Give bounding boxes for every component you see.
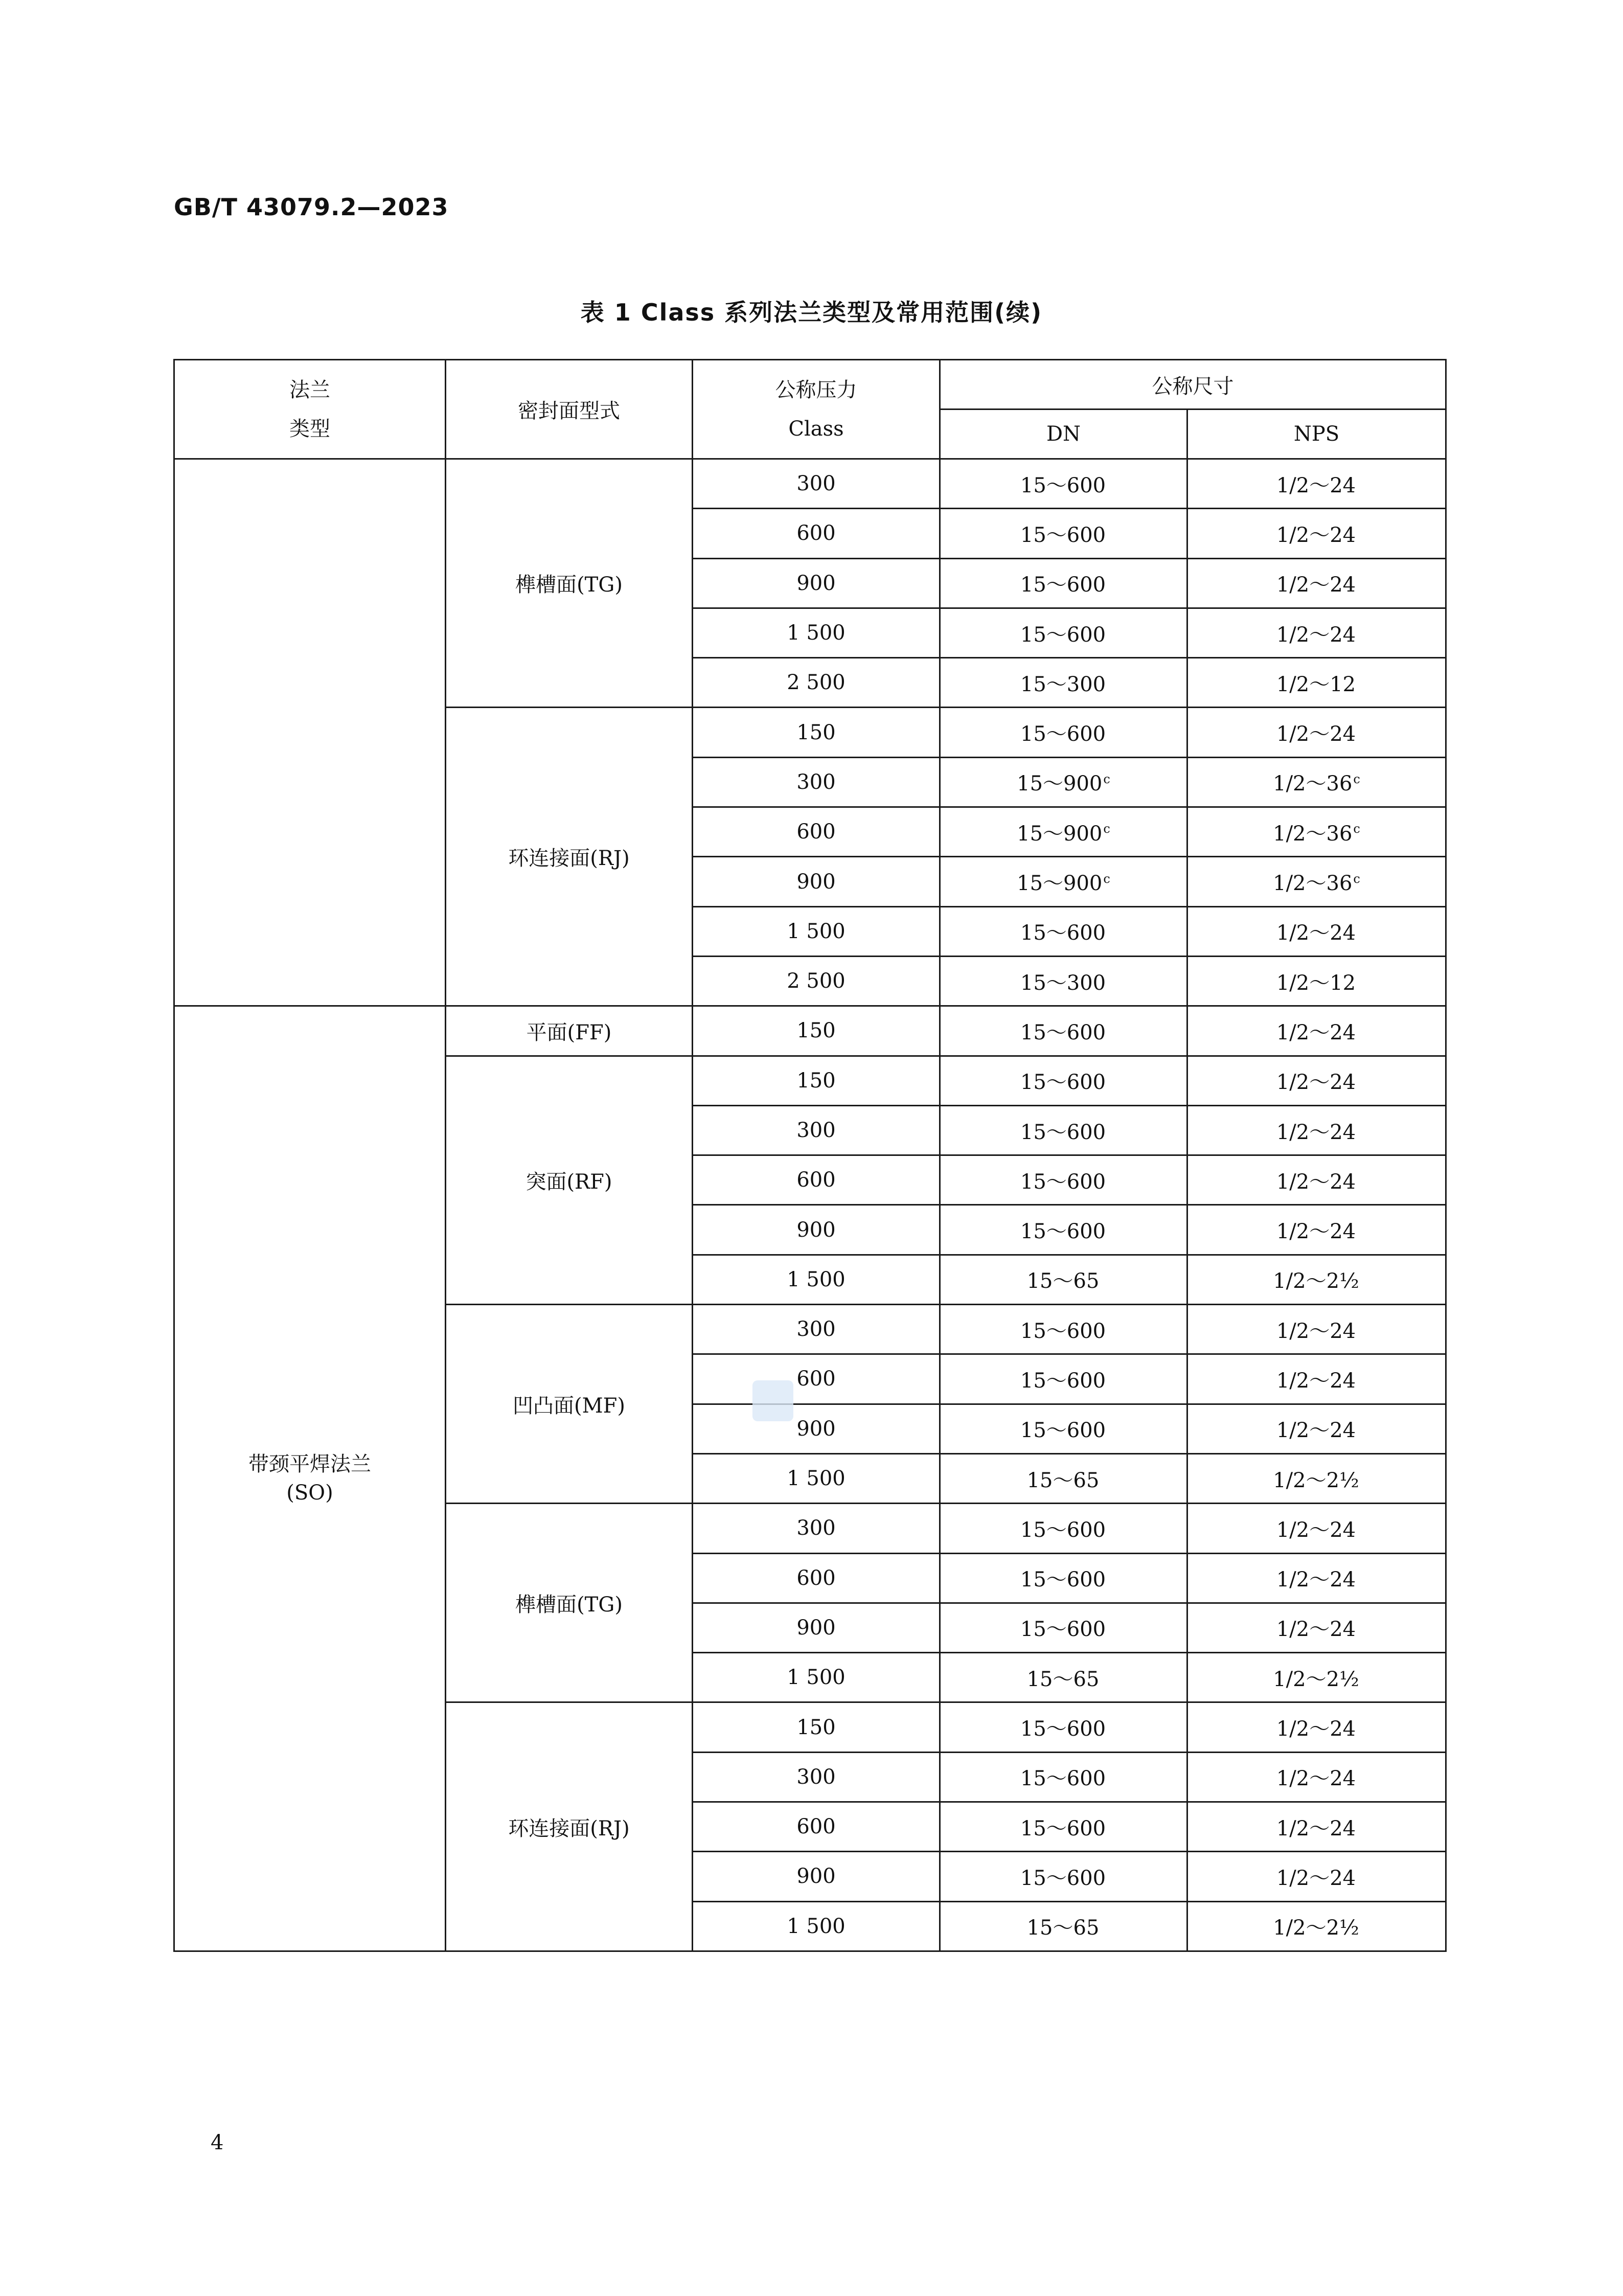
pressure-class-cell bbox=[693, 1603, 940, 1652]
nps-cell bbox=[1187, 459, 1446, 509]
pressure-class-cell-value: 150 bbox=[796, 1715, 836, 1739]
pressure-class-cell-value: 300 bbox=[796, 1317, 836, 1342]
dn-cell-value: 15～65 bbox=[1026, 1916, 1100, 1940]
dn-cell-value: 15～600 bbox=[1020, 1369, 1106, 1393]
pressure-class-cell-value: 900 bbox=[796, 571, 836, 595]
nps-cell bbox=[1187, 1802, 1446, 1852]
dn-cell-value: 15～600 bbox=[1020, 722, 1106, 746]
header-nps: NPS bbox=[1187, 410, 1446, 459]
nps-cell-value: 1/2～2½ bbox=[1273, 1269, 1359, 1293]
header-flange-type: 法兰 类型 bbox=[174, 360, 446, 459]
dn-cell bbox=[940, 509, 1187, 558]
pressure-class-cell-value: 1 500 bbox=[787, 1914, 845, 1938]
flange-type-cell bbox=[174, 1006, 446, 1951]
dn-cell bbox=[940, 807, 1187, 857]
nps-cell bbox=[1187, 1354, 1446, 1404]
footnote-marker: c bbox=[1103, 871, 1110, 886]
nps-cell-value: 1/2～24 bbox=[1276, 1170, 1356, 1194]
seal-face-cell bbox=[446, 708, 693, 1006]
header-nominal-size: 公称尺寸 bbox=[940, 360, 1446, 410]
pressure-class-cell-value: 600 bbox=[796, 1168, 836, 1192]
pressure-class-cell bbox=[693, 1255, 940, 1304]
pressure-class-cell-value: 1 500 bbox=[787, 621, 845, 645]
footnote-marker: c bbox=[1103, 822, 1110, 836]
nps-cell bbox=[1187, 608, 1446, 657]
pressure-class-cell-value: 900 bbox=[796, 1417, 836, 1441]
flange-type-label: 带颈平焊法兰 bbox=[248, 1452, 371, 1476]
footnote-marker: c bbox=[1353, 822, 1360, 836]
dn-cell-value: 15～900 bbox=[1017, 772, 1103, 796]
dn-cell-value: 15～900 bbox=[1017, 872, 1103, 896]
nps-cell bbox=[1187, 708, 1446, 757]
nps-cell-value: 1/2～24 bbox=[1276, 1618, 1356, 1642]
pressure-class-cell-value: 600 bbox=[796, 1566, 836, 1590]
dn-cell-value: 15～600 bbox=[1020, 1816, 1106, 1840]
dn-cell bbox=[940, 1653, 1187, 1702]
nps-cell-value: 1/2～24 bbox=[1276, 573, 1356, 597]
nps-cell bbox=[1187, 1553, 1446, 1603]
dn-cell bbox=[940, 1006, 1187, 1056]
dn-cell-value: 15～600 bbox=[1020, 1319, 1106, 1343]
dn-cell-value: 15～600 bbox=[1020, 1419, 1106, 1443]
nps-cell-value: 1/2～24 bbox=[1276, 722, 1356, 746]
nps-cell-value: 1/2～36 bbox=[1273, 772, 1353, 796]
dn-cell bbox=[940, 1702, 1187, 1752]
dn-cell-value: 15～600 bbox=[1020, 1020, 1106, 1044]
pressure-class-cell bbox=[693, 1305, 940, 1354]
dn-cell bbox=[940, 1404, 1187, 1453]
table-row bbox=[174, 459, 1446, 509]
watermark-logo bbox=[752, 1380, 793, 1421]
pressure-class-cell-value: 150 bbox=[796, 1069, 836, 1093]
pressure-class-cell-value: 2 500 bbox=[787, 969, 845, 993]
dn-cell-value: 15～600 bbox=[1020, 523, 1106, 547]
dn-cell bbox=[940, 1802, 1187, 1852]
pressure-class-cell bbox=[693, 1802, 940, 1852]
nps-cell bbox=[1187, 1504, 1446, 1553]
nps-cell bbox=[1187, 558, 1446, 608]
nps-cell bbox=[1187, 857, 1446, 906]
dn-cell bbox=[940, 1553, 1187, 1603]
pressure-class-cell-value: 900 bbox=[796, 1865, 836, 1889]
nps-cell bbox=[1187, 1702, 1446, 1752]
dn-cell bbox=[940, 1255, 1187, 1304]
header-seal-face: 密封面型式 bbox=[446, 360, 693, 459]
pressure-class-cell bbox=[693, 608, 940, 657]
pressure-class-cell-value: 1 500 bbox=[787, 1666, 845, 1690]
pressure-class-cell bbox=[693, 906, 940, 956]
nps-cell-value: 1/2～24 bbox=[1276, 1319, 1356, 1343]
dn-cell bbox=[940, 956, 1187, 1006]
pressure-class-cell bbox=[693, 956, 940, 1006]
dn-cell bbox=[940, 1305, 1187, 1354]
pressure-class-cell-value: 1 500 bbox=[787, 1467, 845, 1491]
pressure-class-cell-value: 300 bbox=[796, 1765, 836, 1789]
dn-cell-value: 15～600 bbox=[1020, 1071, 1106, 1095]
flange-spec-table bbox=[173, 359, 1447, 1952]
nps-cell bbox=[1187, 1453, 1446, 1503]
nps-cell-value: 1/2～24 bbox=[1276, 1518, 1356, 1542]
dn-cell bbox=[940, 658, 1187, 708]
pressure-class-cell-value: 300 bbox=[796, 770, 836, 794]
dn-cell bbox=[940, 608, 1187, 657]
pressure-class-cell bbox=[693, 1653, 940, 1702]
nps-cell-value: 1/2～12 bbox=[1276, 971, 1356, 995]
flange-type-label: (SO) bbox=[286, 1481, 333, 1505]
pressure-class-cell-value: 900 bbox=[796, 1616, 836, 1640]
pressure-class-cell bbox=[693, 1901, 940, 1951]
nps-cell-value: 1/2～24 bbox=[1276, 1220, 1356, 1244]
nps-cell bbox=[1187, 906, 1446, 956]
nps-cell-value: 1/2～24 bbox=[1276, 1866, 1356, 1890]
standard-code: GB/T 43079.2—2023 bbox=[174, 193, 449, 221]
pressure-class-cell-value: 300 bbox=[796, 1119, 836, 1142]
pressure-class-cell bbox=[693, 757, 940, 807]
dn-cell-value: 15～600 bbox=[1020, 1568, 1106, 1592]
pressure-class-cell bbox=[693, 807, 940, 857]
pressure-class-cell bbox=[693, 1504, 940, 1553]
pressure-class-cell bbox=[693, 857, 940, 906]
seal-face-label: 环连接面(RJ) bbox=[508, 1816, 630, 1840]
nps-cell bbox=[1187, 1205, 1446, 1255]
nps-cell-value: 1/2～24 bbox=[1276, 1071, 1356, 1095]
pressure-class-cell-value: 900 bbox=[796, 870, 836, 894]
table-body bbox=[174, 459, 1446, 1951]
seal-face-label: 环连接面(RJ) bbox=[508, 847, 630, 871]
dn-cell bbox=[940, 558, 1187, 608]
nps-cell-value: 1/2～2½ bbox=[1273, 1916, 1359, 1940]
nps-cell bbox=[1187, 1901, 1446, 1951]
dn-cell-value: 15～300 bbox=[1020, 971, 1106, 995]
dn-cell-value: 15～65 bbox=[1026, 1468, 1100, 1492]
nps-cell bbox=[1187, 1752, 1446, 1802]
dn-cell-value: 15～600 bbox=[1020, 921, 1106, 945]
dn-cell-value: 15～900 bbox=[1017, 822, 1103, 846]
dn-cell-value: 15～600 bbox=[1020, 1767, 1106, 1791]
footnote-marker: c bbox=[1353, 772, 1360, 787]
dn-cell bbox=[940, 1852, 1187, 1901]
seal-face-label: 凹凸面(MF) bbox=[513, 1394, 625, 1418]
dn-cell-value: 15～600 bbox=[1020, 1618, 1106, 1642]
dn-cell-value: 15～600 bbox=[1020, 473, 1106, 497]
pressure-class-cell-value: 600 bbox=[796, 820, 836, 844]
seal-face-cell bbox=[446, 1504, 693, 1702]
nps-cell bbox=[1187, 658, 1446, 708]
header-pressure-class: 公称压力 Class bbox=[693, 360, 940, 459]
nps-cell bbox=[1187, 807, 1446, 857]
flange-type-cell bbox=[174, 459, 446, 1006]
nps-cell bbox=[1187, 1404, 1446, 1453]
nps-cell-value: 1/2～36 bbox=[1273, 822, 1353, 846]
dn-cell-value: 15～600 bbox=[1020, 1866, 1106, 1890]
dn-cell-value: 15～600 bbox=[1020, 1220, 1106, 1244]
nps-cell bbox=[1187, 1056, 1446, 1105]
nps-cell-value: 1/2～24 bbox=[1276, 1120, 1356, 1144]
nps-cell bbox=[1187, 1852, 1446, 1901]
dn-cell bbox=[940, 708, 1187, 757]
dn-cell bbox=[940, 757, 1187, 807]
footnote-marker: c bbox=[1103, 772, 1110, 787]
pressure-class-cell bbox=[693, 1105, 940, 1155]
nps-cell bbox=[1187, 1603, 1446, 1652]
pressure-class-cell bbox=[693, 1155, 940, 1205]
dn-cell bbox=[940, 906, 1187, 956]
pressure-class-cell-value: 150 bbox=[796, 720, 836, 744]
pressure-class-cell bbox=[693, 1752, 940, 1802]
dn-cell-value: 15～600 bbox=[1020, 573, 1106, 597]
dn-cell bbox=[940, 1105, 1187, 1155]
dn-cell-value: 15～600 bbox=[1020, 1120, 1106, 1144]
seal-face-label: 突面(RF) bbox=[525, 1170, 612, 1194]
nps-cell-value: 1/2～24 bbox=[1276, 1369, 1356, 1393]
nps-cell bbox=[1187, 1255, 1446, 1304]
dn-cell bbox=[940, 1603, 1187, 1652]
dn-cell-value: 15～300 bbox=[1020, 672, 1106, 696]
nps-cell-value: 1/2～24 bbox=[1276, 1816, 1356, 1840]
nps-cell-value: 1/2～24 bbox=[1276, 1419, 1356, 1443]
nps-cell bbox=[1187, 1305, 1446, 1354]
nps-cell bbox=[1187, 757, 1446, 807]
pressure-class-cell bbox=[693, 558, 940, 608]
pressure-class-cell bbox=[693, 708, 940, 757]
nps-cell-value: 1/2～24 bbox=[1276, 1767, 1356, 1791]
dn-cell-value: 15～600 bbox=[1020, 623, 1106, 647]
pressure-class-cell bbox=[693, 1354, 940, 1404]
dn-cell bbox=[940, 1901, 1187, 1951]
nps-cell-value: 1/2～24 bbox=[1276, 473, 1356, 497]
nps-cell-value: 1/2～24 bbox=[1276, 623, 1356, 647]
pressure-class-cell-value: 300 bbox=[796, 1516, 836, 1540]
pressure-class-cell-value: 600 bbox=[796, 521, 836, 545]
dn-cell-value: 15～65 bbox=[1026, 1667, 1100, 1691]
dn-cell bbox=[940, 459, 1187, 509]
nps-cell bbox=[1187, 956, 1446, 1006]
pressure-class-cell bbox=[693, 1852, 940, 1901]
pressure-class-cell-value: 300 bbox=[796, 472, 836, 496]
footnote-marker: c bbox=[1353, 871, 1360, 886]
pressure-class-cell-value: 600 bbox=[796, 1815, 836, 1839]
pressure-class-cell bbox=[693, 509, 940, 558]
pressure-class-cell-value: 150 bbox=[796, 1019, 836, 1043]
dn-cell bbox=[940, 1155, 1187, 1205]
pressure-class-cell-value: 1 500 bbox=[787, 1267, 845, 1291]
nps-cell-value: 1/2～12 bbox=[1276, 672, 1356, 696]
dn-cell bbox=[940, 857, 1187, 906]
dn-cell-value: 15～600 bbox=[1020, 1170, 1106, 1194]
seal-face-cell bbox=[446, 1305, 693, 1504]
nps-cell-value: 1/2～2½ bbox=[1273, 1667, 1359, 1691]
seal-face-cell bbox=[446, 459, 693, 708]
nps-cell-value: 1/2～24 bbox=[1276, 1717, 1356, 1741]
pressure-class-cell bbox=[693, 459, 940, 509]
dn-cell bbox=[940, 1354, 1187, 1404]
pressure-class-cell bbox=[693, 1006, 940, 1056]
nps-cell bbox=[1187, 1105, 1446, 1155]
dn-cell bbox=[940, 1056, 1187, 1105]
pressure-class-cell bbox=[693, 1553, 940, 1603]
pressure-class-cell bbox=[693, 658, 940, 708]
dn-cell-value: 15～600 bbox=[1020, 1518, 1106, 1542]
seal-face-cell bbox=[446, 1702, 693, 1951]
dn-cell bbox=[940, 1504, 1187, 1553]
pressure-class-cell bbox=[693, 1702, 940, 1752]
seal-face-cell bbox=[446, 1056, 693, 1304]
nps-cell bbox=[1187, 1155, 1446, 1205]
pressure-class-cell bbox=[693, 1453, 940, 1503]
seal-face-cell bbox=[446, 1006, 693, 1056]
dn-cell-value: 15～65 bbox=[1026, 1269, 1100, 1293]
dn-cell bbox=[940, 1453, 1187, 1503]
table-row bbox=[174, 1006, 1446, 1056]
pressure-class-cell bbox=[693, 1205, 940, 1255]
nps-cell-value: 1/2～24 bbox=[1276, 921, 1356, 945]
nps-cell-value: 1/2～2½ bbox=[1273, 1468, 1359, 1492]
dn-cell-value: 15～600 bbox=[1020, 1717, 1106, 1741]
pressure-class-cell-value: 1 500 bbox=[787, 919, 845, 943]
dn-cell bbox=[940, 1752, 1187, 1802]
pressure-class-cell bbox=[693, 1404, 940, 1453]
pressure-class-cell-value: 2 500 bbox=[787, 671, 845, 695]
header-dn: DN bbox=[940, 410, 1187, 459]
seal-face-label: 榫槽面(TG) bbox=[515, 573, 623, 597]
pressure-class-cell-value: 900 bbox=[796, 1218, 836, 1242]
nps-cell-value: 1/2～24 bbox=[1276, 1568, 1356, 1592]
nps-cell-value: 1/2～24 bbox=[1276, 523, 1356, 547]
nps-cell bbox=[1187, 1006, 1446, 1056]
nps-cell bbox=[1187, 1653, 1446, 1702]
page-number: 4 bbox=[211, 2131, 224, 2154]
nps-cell bbox=[1187, 509, 1446, 558]
seal-face-label: 榫槽面(TG) bbox=[515, 1593, 623, 1617]
nps-cell-value: 1/2～36 bbox=[1273, 872, 1353, 896]
pressure-class-cell-value: 600 bbox=[796, 1367, 836, 1391]
pressure-class-cell bbox=[693, 1056, 940, 1105]
nps-cell-value: 1/2～24 bbox=[1276, 1020, 1356, 1044]
table-title: 表 1 Class 系列法兰类型及常用范围(续) bbox=[580, 299, 1043, 326]
seal-face-label: 平面(FF) bbox=[526, 1020, 612, 1044]
dn-cell bbox=[940, 1205, 1187, 1255]
